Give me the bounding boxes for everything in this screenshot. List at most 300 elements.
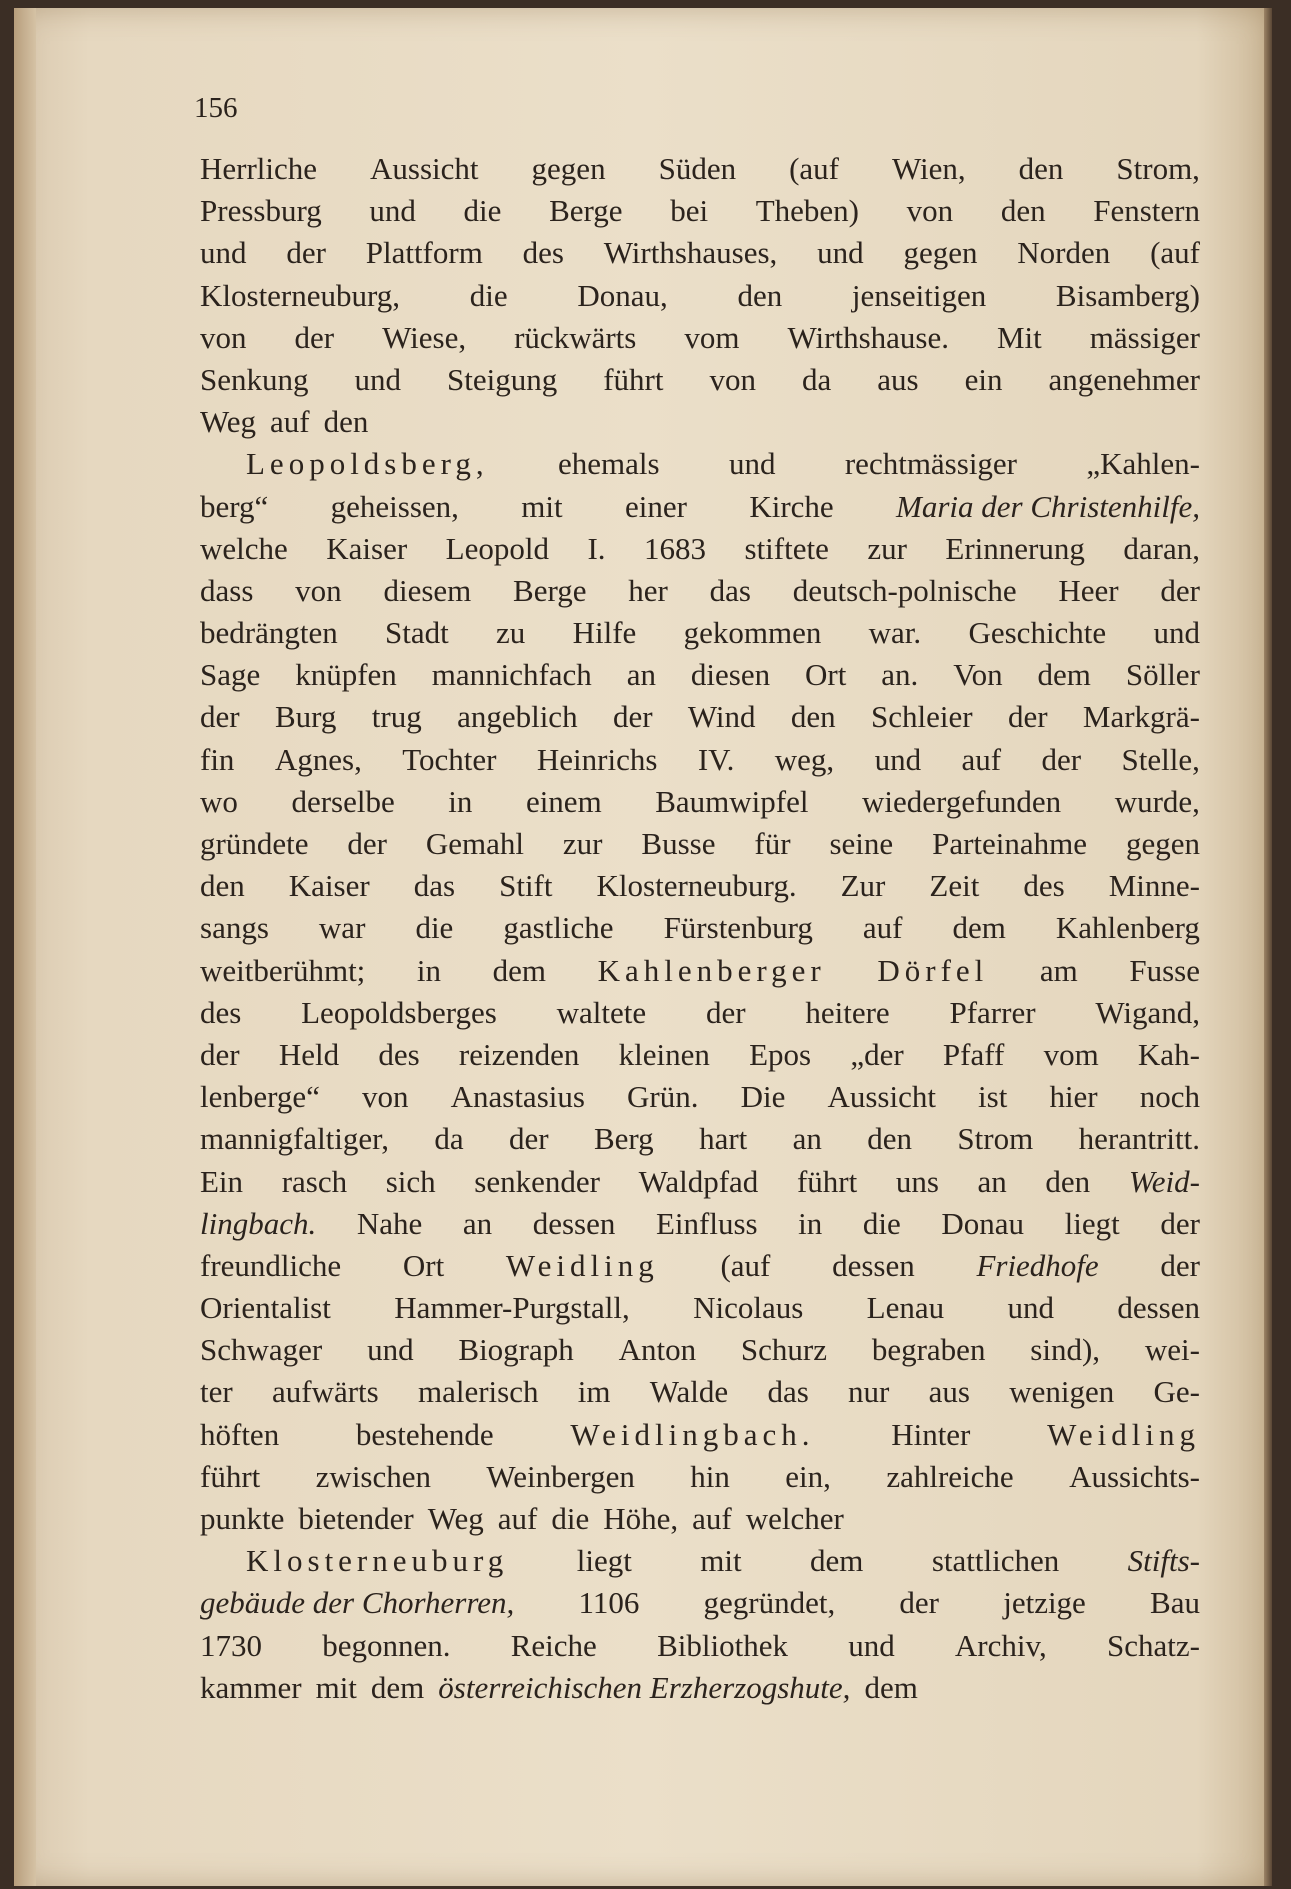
word: Dörfel [877,952,989,988]
word: Anton [618,1332,697,1368]
text-line [200,1245,1200,1287]
word: Klosterneuburg. [596,868,797,904]
word: Schurz [740,1332,828,1368]
word: Aussicht [827,1079,936,1115]
word: Fenstern [1093,193,1200,229]
word: mannigfaltiger, [200,1121,389,1157]
page-edge [1264,8,1272,1886]
word: Walde [649,1374,729,1410]
word: Wirthshause. [787,319,949,355]
text-line [200,1667,1200,1709]
word: Leopoldsberg, [246,446,489,482]
word: ein [964,361,1003,397]
text-line [200,1034,1200,1076]
word: von [295,572,342,608]
word: „der [850,1036,904,1072]
word: Waldpfad [638,1163,759,1199]
word: an [462,1205,493,1241]
word: mit [700,1543,742,1579]
word: Schleier [871,699,973,735]
word: die [463,193,502,229]
word: Weidlingbach. [570,1416,815,1452]
text-line [200,1118,1200,1160]
word: Gemahl [425,826,525,861]
word: und [367,1332,414,1368]
word: den [1000,193,1046,229]
word: wiedergefunden [862,783,1062,819]
word: Mit [996,319,1042,355]
word: heitere [805,994,890,1030]
word: Söller [1125,657,1200,693]
word: (auf [720,1247,771,1283]
word: waltete [556,994,647,1030]
word: auf [862,910,903,946]
word: Weg [427,1501,484,1536]
word: der [1160,1247,1200,1283]
word: hin [690,1458,730,1494]
word: und [817,235,864,271]
word: Plattform [365,235,483,271]
word: hier [1049,1079,1098,1115]
word: berg“ [200,488,269,524]
text-line [200,275,1200,317]
word: dessen [532,1205,616,1241]
word: reizenden [458,1036,580,1072]
word: Wiese, [382,319,467,355]
word: von [709,361,756,397]
word: wenigen [1009,1374,1115,1410]
text-line [200,1076,1200,1118]
word: in [416,952,442,988]
text-line [200,950,1200,992]
word: dem [810,1543,864,1579]
word: auf [961,741,1002,777]
word: begonnen. [322,1627,451,1663]
word: sind), [1030,1332,1101,1368]
word: dass [200,572,254,608]
word: trug [371,699,422,735]
word: hart [699,1121,748,1157]
word: dessen [1117,1290,1200,1326]
text-line [200,1582,1200,1624]
word: dessen [832,1247,915,1283]
word: der [200,699,240,735]
word: sich [385,1163,436,1199]
word: her [628,572,668,608]
word: Hammer-Purgstall, [394,1290,630,1326]
word: uns [895,1163,939,1199]
word: Höhe, [603,1501,679,1536]
word: und [200,235,247,271]
word: Steigung [447,361,558,397]
word: der [1007,699,1048,735]
word: diesem [383,572,472,608]
word: Archiv, [954,1627,1047,1663]
word: Wind [687,699,756,735]
word: Kaiser [326,530,408,566]
text-line [200,654,1200,696]
word: Wirthshauses, [603,235,778,271]
word: Herrliche [200,151,318,186]
word: der [347,826,387,861]
word: Nicolaus [693,1290,804,1326]
word: die [415,910,454,946]
text-line [200,823,1200,865]
word: der [612,699,653,735]
word: gegen [1125,826,1200,861]
word: fin [200,741,235,777]
word: der [705,994,746,1030]
word: bietender [298,1501,414,1536]
word: Lenau [866,1290,945,1326]
word: mit [521,488,563,524]
word: Erinnerung [945,530,1085,566]
word: und [369,193,416,229]
page-number: 156 [194,92,238,124]
word: bedrängten [200,615,338,651]
text-line [200,148,1200,190]
word: deutsch-polnische [792,572,1017,608]
text-line [200,1203,1200,1245]
word: für [754,826,791,861]
word: rechtmässiger [844,446,1018,482]
word: des [378,1036,420,1072]
word: IV. [697,741,735,777]
text-line [200,317,1200,359]
word: Biograph [458,1332,574,1368]
text-line [200,1287,1200,1329]
word: Heer [1058,572,1119,608]
word: herantritt. [1078,1121,1200,1157]
word: Schwager [200,1332,323,1368]
word: dem [864,1669,918,1705]
word: Zeit [929,868,980,904]
text-line [200,907,1200,949]
word: senkender [474,1163,600,1199]
word: den [737,277,783,313]
text-line [200,1540,1200,1582]
word: (auf [789,151,839,186]
word: führt [200,1458,261,1494]
word: 1106 [578,1585,640,1621]
word: Bisamberg) [1055,277,1200,313]
word: ist [978,1079,1008,1115]
word: dem [1037,657,1091,693]
word: I. [587,530,606,566]
text-line [200,232,1200,274]
word: den [200,868,245,904]
word: einer [625,488,687,524]
word: Schatz- [1106,1627,1200,1663]
word: liegt [1064,1205,1120,1241]
word: die [862,1205,901,1241]
word: Kirche [749,488,834,524]
word: nur [848,1374,890,1410]
word: zwischen [315,1458,432,1494]
word: weitberühmt; [200,952,366,988]
word: Burg [274,699,337,735]
word: dem [370,1669,425,1705]
word: wei- [1144,1332,1200,1368]
book-spine-shadow [14,8,36,1886]
word: Berge [549,193,623,229]
word: rückwärts [514,319,637,355]
word: Heinrichs [536,741,658,777]
word: der [1041,741,1082,777]
word: von [906,193,954,229]
word: der [899,1585,940,1621]
word: kammer [200,1669,302,1705]
word: die [551,1501,590,1536]
word: Zur [840,868,886,904]
text-line [200,443,1200,485]
word: des [200,994,242,1030]
word: und [874,741,922,777]
text-line [200,486,1200,528]
word: Donau, [577,277,668,313]
word: aus [928,1374,970,1410]
word: da [802,361,832,397]
word: bestehende [355,1416,494,1452]
text-line [200,739,1200,781]
text-line [200,401,1200,443]
text-line [200,865,1200,907]
word: Die [740,1079,786,1115]
word: jenseitigen [851,277,987,313]
word: angenehmer [1048,361,1200,397]
text-line [200,1456,1200,1498]
word: daran, [1123,530,1200,566]
word: Pfaff [942,1036,1005,1072]
word: Bau [1150,1585,1200,1621]
word: zahlreiche [886,1458,1014,1494]
word: rasch [281,1163,348,1199]
word: dem [492,952,547,988]
word: vom [1043,1036,1099,1072]
word: Leopold [445,530,549,566]
word: wo [200,783,238,819]
word: Agnes, [274,741,362,777]
word: Pfarrer [949,994,1036,1030]
word: und [1153,615,1200,651]
word: dem [952,910,1006,946]
word: von [200,319,247,355]
text-line [200,359,1200,401]
word: führt [796,1163,858,1199]
word: knüpfen [295,657,397,693]
word: „Kahlen- [1086,446,1200,482]
word: gegen [531,151,606,186]
word: Sage [200,657,261,693]
word: ter [200,1374,233,1410]
book-page [14,8,1272,1886]
word: Wien, [891,151,966,186]
text-line [200,528,1200,570]
word: Kah- [1137,1036,1200,1072]
word: Berge [513,572,587,608]
word: Stifts- [1127,1543,1200,1579]
word: an [792,1121,822,1157]
word: bei [670,193,709,229]
word: höften [200,1416,280,1452]
word: und [728,446,776,482]
word: Stelle, [1121,741,1200,777]
word: Berg [593,1121,654,1157]
word: die [469,277,508,313]
word: das [767,1374,809,1410]
word: vom [684,319,740,355]
word: Markgrä- [1082,699,1200,735]
word: das [413,868,456,904]
text-line [200,1371,1200,1413]
word: gegen [903,235,978,271]
word: an. [881,657,919,693]
word: den [867,1121,913,1157]
word: Friedhofe [976,1247,1099,1283]
word: malerisch [417,1374,539,1410]
word: Nahe [356,1205,423,1241]
word: zur [867,530,907,566]
word: begraben [871,1332,986,1368]
word: Grün. [627,1079,699,1115]
word: Norden [1017,235,1111,271]
word: Ort [402,1247,445,1283]
word: Leopoldsberges [301,994,497,1030]
word: der [294,319,335,355]
word: Kahlenberg [1055,910,1200,946]
text-line [200,781,1200,823]
word: welche [200,530,288,566]
word: mit [315,1669,357,1705]
text-line [200,696,1200,738]
word: gegründet, [703,1585,836,1621]
text-line [200,190,1200,232]
word: aufwärts [271,1374,379,1410]
word: und [848,1627,895,1663]
word: Ort [805,657,847,693]
word: den [790,699,836,735]
word: der [509,1121,549,1157]
word: Strom, [1116,151,1200,186]
word: zu [496,615,526,651]
word: gründete [200,826,309,861]
word: war [318,910,366,946]
word: kleinen [618,1036,710,1072]
word: der [200,1036,240,1072]
word: in [448,783,473,819]
word: und [354,361,401,397]
word: auf [692,1501,732,1536]
word: das [709,572,751,608]
word: von [362,1079,409,1115]
word: gastliche [503,910,614,946]
word: Minne- [1108,868,1200,904]
word: Bibliothek [657,1627,788,1663]
word: Busse [641,826,716,861]
word: Kaiser [288,868,370,904]
word: am [1039,952,1078,988]
word: sangs [200,910,269,946]
word: Stift [499,868,553,904]
word: Fürstenburg [663,910,813,946]
word: Weidling [505,1247,659,1283]
word: den [1045,1163,1091,1199]
word: der [1160,1205,1200,1241]
word: (auf [1150,235,1200,271]
word: aus [877,361,919,397]
word: welcher [745,1501,844,1536]
word: den [323,404,369,440]
text-line [200,570,1200,612]
word: Ein [200,1163,244,1199]
word: Reiche [510,1627,597,1663]
text-line [200,1329,1200,1371]
word: Orientalist [200,1290,331,1326]
word: ein, [785,1458,831,1494]
word: diesen [690,657,771,693]
word: seine [829,826,894,861]
word: auf [270,404,310,440]
word: gekommen [683,615,822,651]
word: jetzige [1003,1585,1086,1621]
word: mässiger [1089,319,1200,355]
word: der [286,235,326,271]
body-text [200,148,1200,1709]
word: weg, [774,741,835,777]
word: da [434,1121,464,1157]
word: Maria der Christenhilfe, [896,488,1200,524]
text-line [200,1498,1200,1540]
word: freundliche [200,1247,342,1283]
word: und [1007,1290,1054,1326]
word: Senkung [200,361,309,397]
text-line [200,1625,1200,1667]
word: punkte [200,1501,285,1536]
text-line [200,1414,1200,1456]
word: an [626,657,656,693]
word: den [1018,151,1064,186]
word: stiftete [744,530,829,566]
word: der [1160,572,1200,608]
word: 1683 [644,530,707,566]
word: ehemals [558,446,660,482]
word: auf [497,1501,538,1536]
word: gebäude der Chorherren, [200,1585,515,1621]
word: Baumwipfel [655,783,809,819]
word: Hilfe [572,615,637,651]
word: im [577,1374,611,1410]
word: Aussichts- [1069,1458,1200,1494]
word: Anastasius [450,1079,585,1115]
word: einem [525,783,602,819]
word: 1730 [200,1627,262,1663]
word: in [798,1205,823,1241]
word: Strom [957,1121,1034,1157]
word: Weidling [1047,1416,1200,1452]
word: Aussicht [370,151,479,186]
text-line [200,612,1200,654]
word: war. [868,615,922,651]
text-line [200,1161,1200,1203]
word: Von [953,657,1003,693]
word: des [1023,868,1065,904]
word: Tochter [402,741,497,777]
word: wurde, [1114,783,1200,819]
word: des [522,235,564,271]
word: noch [1139,1079,1200,1115]
word: an [977,1163,1007,1199]
word: Theben) [755,193,859,229]
